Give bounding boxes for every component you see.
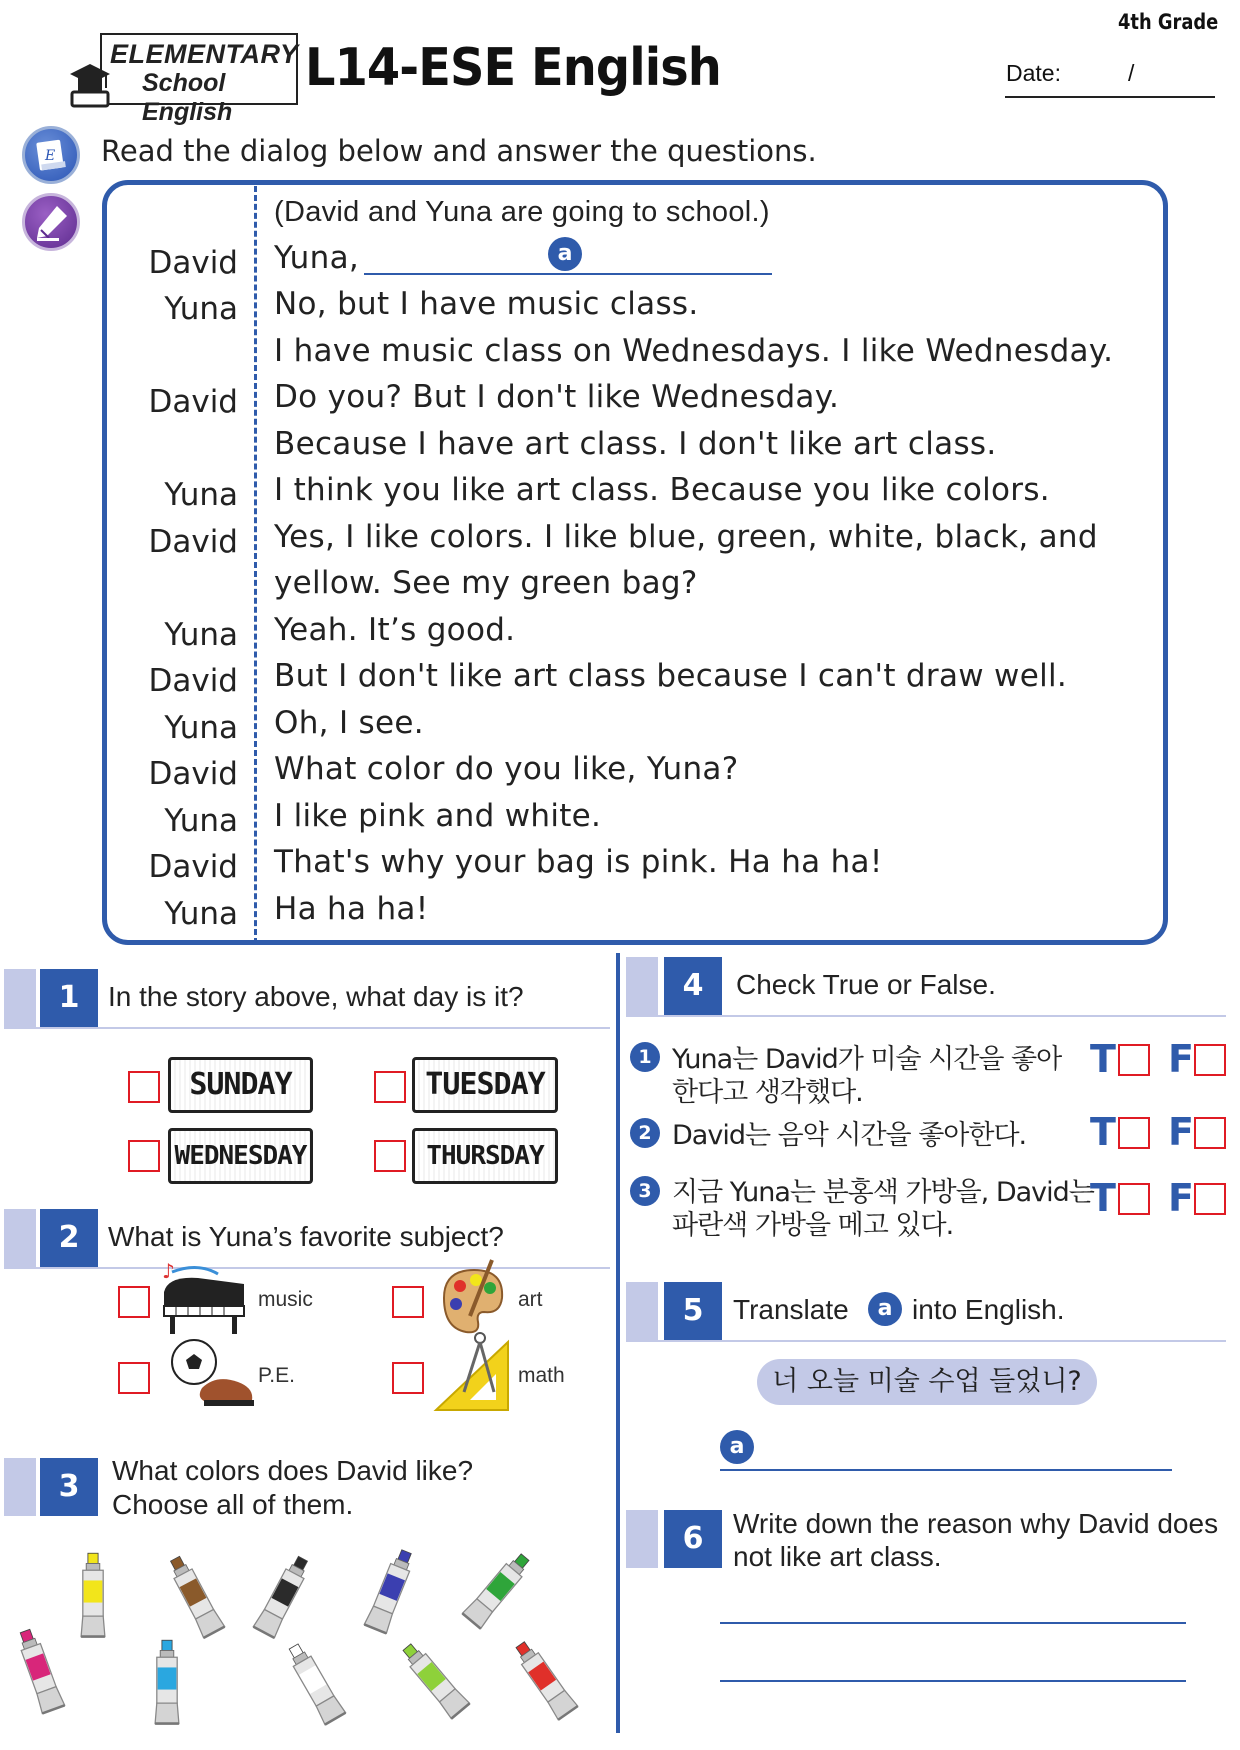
q4-item3-line1: 지금 Yuna는 분홍색 가방을, David는 <box>672 1177 1094 1208</box>
dialog-divider <box>254 186 257 944</box>
speaker: Yuna <box>164 803 238 839</box>
q1-option-thursday: THURSDAY <box>412 1128 558 1184</box>
q2-option-music: music <box>258 1288 313 1311</box>
speaker: Yuna <box>164 291 238 327</box>
q4-item3-false-box[interactable] <box>1194 1183 1226 1215</box>
q4-item1-false-box[interactable] <box>1194 1044 1226 1076</box>
q4-item1-number: 1 <box>630 1042 660 1072</box>
compass-ruler-icon <box>428 1330 512 1416</box>
q1-underline <box>4 1027 610 1029</box>
dialog-line: I think you like art class. Because you like colors. <box>274 472 1050 508</box>
q5-number: 5 <box>664 1282 722 1340</box>
instruction: Read the dialog below and answer the questions. <box>101 134 817 168</box>
graduation-cap-icon <box>68 62 112 108</box>
q1-option-tuesday: TUESDAY <box>412 1057 558 1113</box>
q4-item2-number: 2 <box>630 1118 660 1148</box>
q2-number: 2 <box>40 1209 98 1267</box>
q3-question-line2: Choose all of them. <box>112 1489 354 1520</box>
speaker: David <box>148 245 238 281</box>
q5-underline <box>626 1340 1226 1342</box>
pencil-icon <box>22 193 80 251</box>
q2-option-art: art <box>518 1288 543 1311</box>
q4-item2-false-box[interactable] <box>1194 1117 1226 1149</box>
q5-korean-sentence: 너 오늘 미술 수업 들었니? <box>757 1359 1097 1405</box>
dialog-line: Yuna, <box>274 240 360 276</box>
q6-question-line2: not like art class. <box>733 1541 942 1572</box>
worksheet-title: L14-ESE English <box>305 38 721 98</box>
q5-question-before: Translate <box>733 1294 849 1325</box>
q4-item1-line1: Yuna는 David가 미술 시간을 좋아 <box>672 1044 1062 1075</box>
q5-marker-a: a <box>868 1292 902 1326</box>
speaker: Yuna <box>164 896 238 932</box>
q6-question-line1: Write down the reason why David does <box>733 1508 1219 1539</box>
q1-option-sunday: SUNDAY <box>168 1057 313 1113</box>
dialog-line: Oh, I see. <box>274 705 424 741</box>
dialog-line: What color do you like, Yuna? <box>274 751 739 787</box>
q6-answer-line-1[interactable] <box>720 1622 1186 1624</box>
svg-text:♪: ♪ <box>162 1262 175 1283</box>
speaker: Yuna <box>164 710 238 746</box>
dialog-line: yellow. See my green bag? <box>274 565 698 601</box>
q4-item1-false-letter: F <box>1168 1037 1194 1081</box>
q4-item2-line1: David는 음악 시간을 좋아한다. <box>672 1120 1027 1151</box>
paint-tube-icon[interactable] <box>150 1632 184 1742</box>
dialog-line: Yeah. It’s good. <box>274 612 516 648</box>
q6-answer-line-2[interactable] <box>720 1680 1186 1682</box>
dialog-line: But I don't like art class because I can't draw well. <box>274 658 1068 694</box>
q5-question-after: into English. <box>912 1294 1065 1325</box>
q5-answer-marker: a <box>720 1430 754 1464</box>
q2-question: What is Yuna’s favorite subject? <box>108 1221 504 1252</box>
speaker: David <box>148 384 238 420</box>
paint-tube-icon[interactable] <box>275 1631 359 1743</box>
q1-question: In the story above, what day is it? <box>108 981 524 1012</box>
speaker: David <box>148 849 238 885</box>
dialog-line: Yes, I like colors. I like blue, green, white, black, and <box>274 519 1098 555</box>
q6-header <box>626 1510 658 1568</box>
q4-question: Check True or False. <box>736 969 996 1000</box>
dialog-line: That's why your bag is pink. Ha ha ha! <box>274 844 883 880</box>
dialog-note: (David and Yuna are going to school.) <box>274 196 770 228</box>
q1-checkbox-tuesday[interactable] <box>374 1071 406 1103</box>
q4-item1-true-box[interactable] <box>1118 1044 1150 1076</box>
q1-checkbox-thursday[interactable] <box>374 1140 406 1172</box>
paint-tube-icon[interactable] <box>502 1628 593 1738</box>
q4-item3-true-letter: T <box>1090 1176 1116 1220</box>
date-field[interactable] <box>1005 96 1215 98</box>
q4-item1-line2: 한다고 생각했다. <box>672 1077 863 1108</box>
logo-line1: ELEMENTARY <box>110 39 299 69</box>
q4-item2-true-box[interactable] <box>1118 1117 1150 1149</box>
dialog-line: No, but I have music class. <box>274 286 699 322</box>
q6-number: 6 <box>664 1510 722 1568</box>
q3-header <box>4 1458 36 1516</box>
dialog-line: Ha ha ha! <box>274 891 429 927</box>
q4-item3-true-box[interactable] <box>1118 1183 1150 1215</box>
q2-checkbox-music[interactable] <box>118 1286 150 1318</box>
paint-tube-icon[interactable] <box>389 1630 486 1736</box>
speaker: David <box>148 524 238 560</box>
q4-header <box>626 957 658 1015</box>
q4-item1-true-letter: T <box>1090 1037 1116 1081</box>
q4-item3-false-letter: F <box>1168 1176 1194 1220</box>
q1-number: 1 <box>40 969 98 1027</box>
speaker: David <box>148 663 238 699</box>
speaker: David <box>148 756 238 792</box>
grade-label: 4th Grade <box>1118 10 1219 34</box>
q5-header <box>626 1282 658 1340</box>
q2-underline <box>4 1267 610 1269</box>
q1-checkbox-wednesday[interactable] <box>128 1140 160 1172</box>
logo <box>100 33 299 126</box>
q2-checkbox-art[interactable] <box>392 1286 424 1318</box>
soccer-ball-icon <box>166 1336 258 1412</box>
q5-answer-line[interactable] <box>720 1469 1172 1471</box>
q1-checkbox-sunday[interactable] <box>128 1071 160 1103</box>
dialog-line: I like pink and white. <box>274 798 602 834</box>
q4-underline <box>626 1015 1226 1017</box>
q4-item2-false-letter: F <box>1168 1110 1194 1154</box>
logo-line2: School English <box>142 69 233 126</box>
q4-item3-number: 3 <box>630 1176 660 1206</box>
speaker: Yuna <box>164 617 238 653</box>
svg-text:E: E <box>45 148 56 164</box>
q2-header <box>4 1209 36 1267</box>
q3-question-line1: What colors does David like? <box>112 1455 474 1486</box>
q4-number: 4 <box>664 957 722 1015</box>
q1-option-wednesday: WEDNESDAY <box>168 1128 313 1184</box>
paint-tube-icon[interactable] <box>76 1545 110 1655</box>
date-slash: / <box>1128 60 1135 86</box>
date-label: Date: <box>1006 60 1061 86</box>
q1-header <box>4 969 36 1027</box>
q3-number: 3 <box>40 1458 98 1516</box>
q2-checkbox-math[interactable] <box>392 1362 424 1394</box>
book-icon <box>22 126 80 184</box>
blank-marker-a: a <box>548 237 582 271</box>
q4-item3-line2: 파란색 가방을 메고 있다. <box>672 1210 954 1241</box>
dialog-line: Because I have art class. I don't like art class. <box>274 426 997 462</box>
piano-icon <box>158 1262 250 1338</box>
q2-option-pe: P.E. <box>258 1364 295 1387</box>
dialog-line: I have music class on Wednesdays. I like Wednesday. <box>274 333 1114 369</box>
dialog-blank-a[interactable] <box>364 273 772 275</box>
speaker: Yuna <box>164 477 238 513</box>
dialog-line: Do you? But I don't like Wednesday. <box>274 379 840 415</box>
paint-tube-icon[interactable] <box>6 1618 76 1733</box>
q2-checkbox-pe[interactable] <box>118 1362 150 1394</box>
q4-item2-true-letter: T <box>1090 1110 1116 1154</box>
column-divider <box>616 953 620 1733</box>
q2-option-math: math <box>518 1364 565 1387</box>
